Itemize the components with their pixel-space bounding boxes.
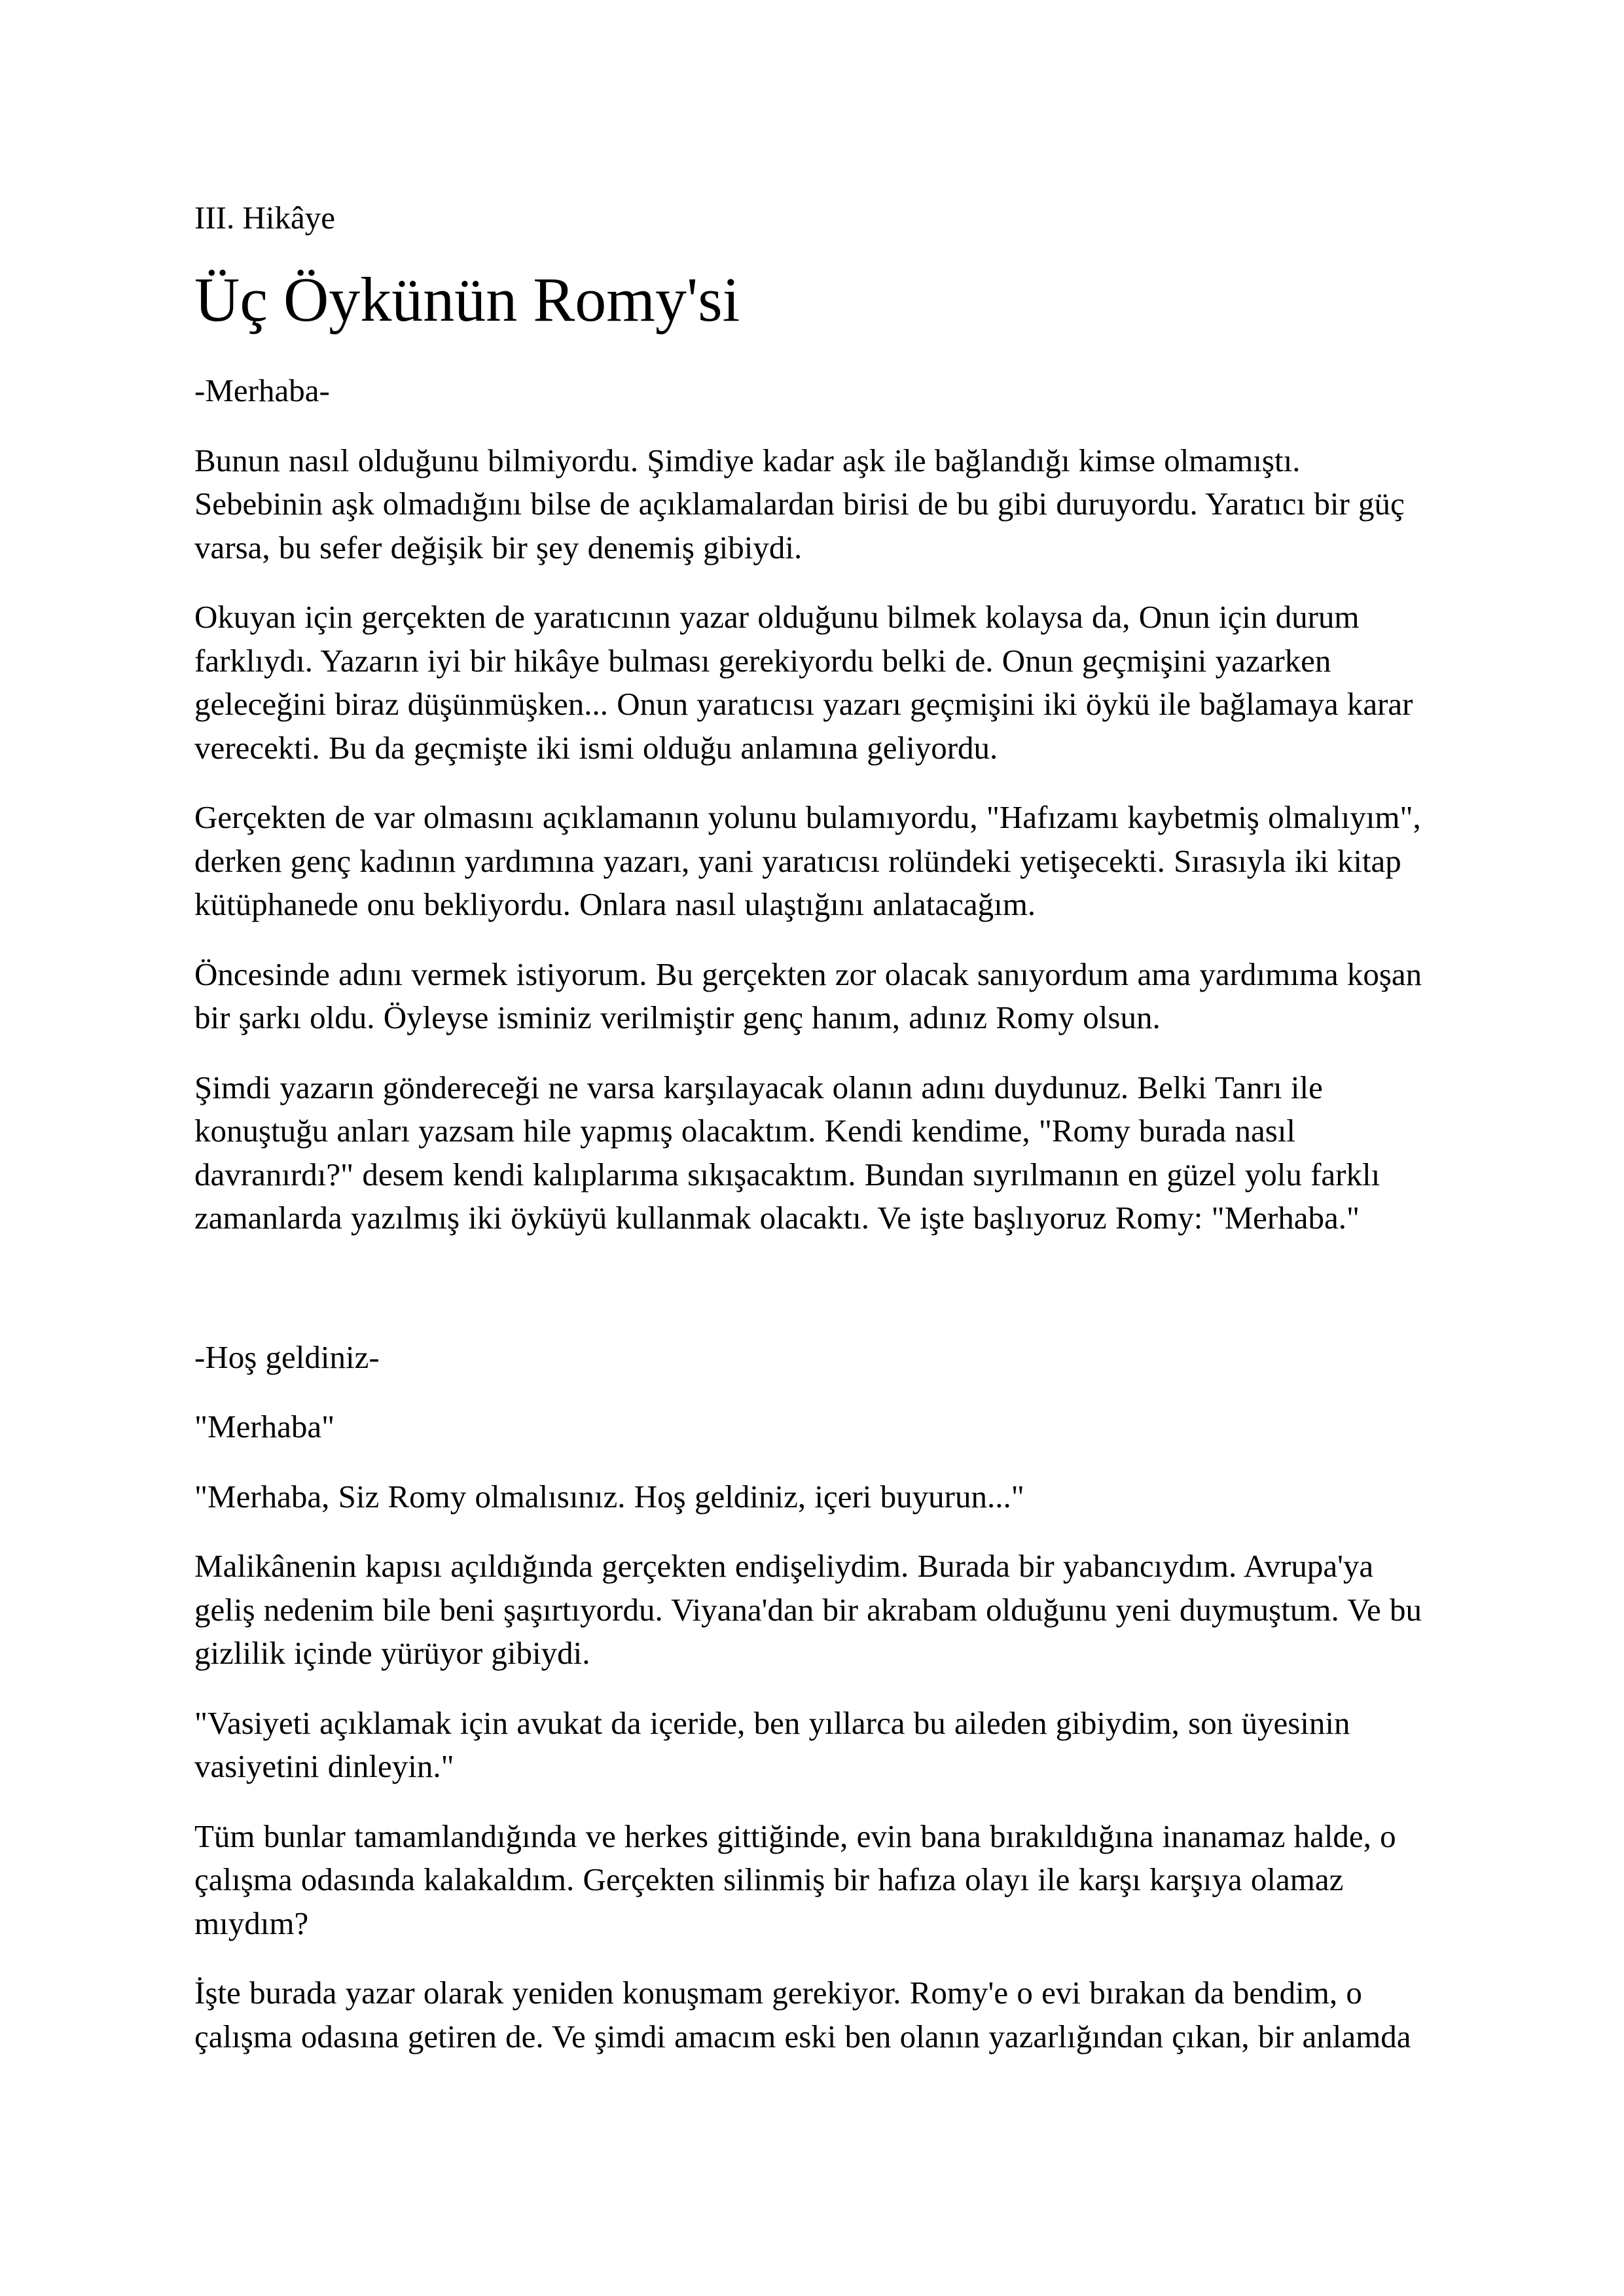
paragraph: -Hoş geldiniz- <box>194 1338 380 1375</box>
paragraph: -Merhaba- <box>194 372 330 408</box>
paragraph: Tüm bunlar tamamlandığında ve herkes gittiğinde, evin bana bırakıldığına inanamaz halde, o çalışma odasında kalakaldım. Gerçekten silinmiş bir hafıza olayı ile karşı karşıya olamaz mıydım? <box>194 1818 1396 1941</box>
paragraph: Şimdi yazarın göndereceği ne varsa karşılayacak olanın adını duydunuz. Belki Tanrı ile konuştuğu anları yazsam hile yapmış olacaktım. Kendi kendime, "Romy burada nasıl davranırdı?" desem kendi kalıplarıma sıkışacaktım. Bundan sıyrılmanın en güzel yolu farklı zamanlarda yazılmış iki öyküyü kullanmak olacaktı. Ve işte başlıyoruz Romy: "Merhaba." <box>194 1069 1380 1236</box>
paragraph: "Merhaba, Siz Romy olmalısınız. Hoş geldiniz, içeri buyurun..." <box>194 1478 1024 1515</box>
empty-line <box>194 1266 1432 1310</box>
paragraph: İşte burada yazar olarak yeniden konuşmam gerekiyor. Romy'e o evi bırakan da bendim, o çalışma odasına getiren de. Ve şimdi amacım eski ben olanın yazarlığından çıkan, bir anlamda <box>194 1975 1411 2054</box>
paragraph: Bunun nasıl olduğunu bilmiyordu. Şimdiye kadar aşk ile bağlandığı kimse olmamıştı. Sebebinin aşk olmadığını bilse de açıklamalardan birisi de bu gibi duruyordu. Yaratıcı bir güç varsa, bu sefer değişik bir şey denemiş gibiydi. <box>194 442 1405 565</box>
paragraph: "Vasiyeti açıklamak için avukat da içeride, ben yıllarca bu aileden gibiydim, son üyesinin vasiyetini dinleyin." <box>194 1704 1350 1784</box>
page-title: Üç Öykünün Romy'si <box>194 264 740 334</box>
section-heading: III. Hikâye <box>194 200 335 236</box>
paragraph: Malikânenin kapısı açıldığında gerçekten endişeliydim. Burada bir yabancıydım. Avrupa'ya geliş nedenim bile beni şaşırtıyordu. Viyana'dan bir akrabam olduğunu yeni duymuştum. Ve bu gizlilik içinde yürüyor gibiydi. <box>194 1548 1422 1671</box>
document-content <box>194 196 1432 2058</box>
paragraph: "Merhaba" <box>194 1408 335 1444</box>
paragraph: Gerçekten de var olmasını açıklamanın yolunu bulamıyordu, "Hafızamı kaybetmiş olmalıyım", derken genç kadının yardımına yazarı, yani yaratıcısı rolündeki yetişecekti. Sırasıyla iki kitap kütüphanede onu bekliyordu. Onlara nasıl ulaştığını anlatacağım. <box>194 799 1421 922</box>
paragraph: Okuyan için gerçekten de yaratıcının yazar olduğunu bilmek kolaysa da, Onun için durum farklıydı. Yazarın iyi bir hikâye bulması gerekiyordu belki de. Onun geçmişini yazarken geleceğini biraz düşünmüşken... Onun yaratıcısı yazarı geçmişini iki öykü ile bağlamaya karar verecekti. Bu da geçmişte iki ismi olduğu anlamına geliyordu. <box>194 599 1413 766</box>
paragraph: Öncesinde adını vermek istiyorum. Bu gerçekten zor olacak sanıyordum ama yardımıma koşan bir şarkı oldu. Öyleyse isminiz verilmiştir genç hanım, adınız Romy olsun. <box>194 956 1422 1035</box>
